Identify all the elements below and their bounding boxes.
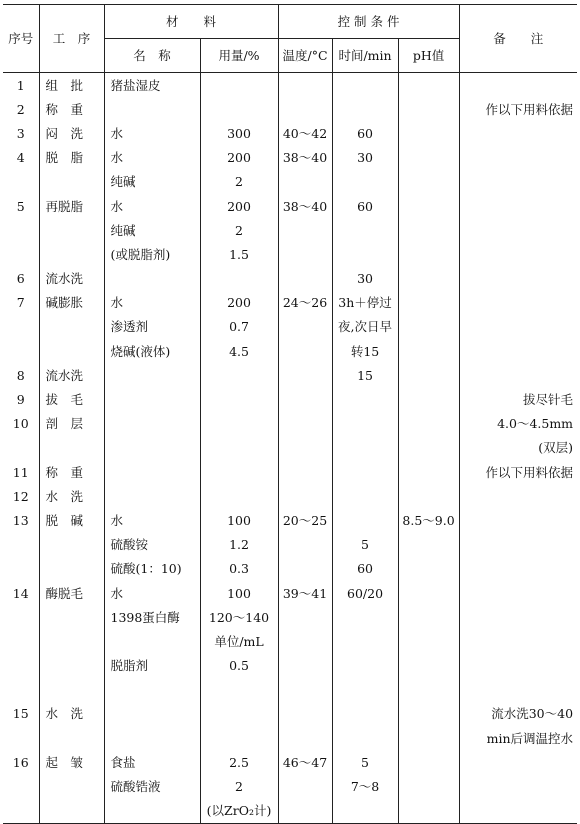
table-row [3,702,577,726]
cell-ph [398,629,459,653]
table-row [3,267,577,291]
cell-time [332,654,398,678]
header-process: 工 序 [39,5,104,73]
cell-material-name: 硫酸锆液 [104,774,200,798]
table-row [3,460,577,484]
header-name: 名 称 [104,39,200,73]
cell-amount: 2 [200,170,278,194]
cell-amount: 2 [200,218,278,242]
cell-ph [398,339,459,363]
cell-time [332,484,398,508]
cell-time [332,170,398,194]
cell-ph [398,799,459,824]
cell-material-name: 1398蛋白酶 [104,605,200,629]
cell-time [332,218,398,242]
cell-seq: 16 [12,754,29,770]
cell-ph [398,291,459,315]
cell-remark [459,291,577,315]
cell-amount [200,267,278,291]
cell-process [39,315,104,339]
cell-remark [459,218,577,242]
cell-material-name: 水 [104,194,200,218]
cell-time [332,508,398,532]
cell-temperature [278,218,332,242]
cell-time: 15 [332,363,398,387]
cell-remark [459,799,577,824]
cell-ph [398,170,459,194]
header-conditions: 控 制 条 件 [278,5,459,39]
cell-seq [3,533,39,557]
cell-remark [459,654,577,678]
cell-temperature [278,678,332,702]
cell-time [332,73,398,98]
cell-temperature [278,799,332,824]
cell-process: 起 皱 [39,750,104,774]
cell-seq [3,799,39,824]
cell-ph [398,726,459,750]
cell-seq: 12 [12,488,29,504]
cell-temperature [278,363,332,387]
table-row [3,605,577,629]
cell-seq [3,629,39,653]
cell-process: 再脱脂 [39,194,104,218]
cell-process [39,629,104,653]
cell-amount: 300 [200,121,278,145]
cell-time: 30 [332,267,398,291]
cell-material-name: 水 [104,291,200,315]
cell-amount: 0.3 [200,557,278,581]
cell-material-name: 水 [104,121,200,145]
cell-temperature [278,702,332,726]
cell-remark: 4.0～4.5mm [459,412,577,436]
cell-amount [200,387,278,411]
cell-temperature [278,460,332,484]
cell-temperature: 38～40 [278,194,332,218]
cell-material-name: 渗透剂 [104,315,200,339]
cell-time [332,799,398,824]
cell-temperature [278,412,332,436]
cell-remark [459,533,577,557]
table-row [3,73,577,98]
cell-material-name: 纯碱 [104,170,200,194]
cell-remark: 作以下用料依据 [459,460,577,484]
cell-seq: 10 [12,416,29,432]
table-row [3,799,577,824]
cell-ph [398,484,459,508]
table-row [3,678,577,702]
cell-seq: 15 [12,706,29,722]
cell-ph [398,73,459,98]
cell-material-name: 水 [104,581,200,605]
cell-seq: 13 [12,512,29,528]
cell-process: 脱 碱 [39,508,104,532]
cell-seq: 14 [12,585,29,601]
cell-time [332,702,398,726]
cell-material-name [104,678,200,702]
cell-material-name [104,799,200,824]
cell-material-name [104,363,200,387]
header-materials: 材 料 [104,5,278,39]
cell-seq [3,605,39,629]
cell-material-name: 水 [104,146,200,170]
cell-process [39,605,104,629]
cell-material-name: (或脱脂剂) [104,242,200,266]
cell-ph [398,121,459,145]
table-row [3,387,577,411]
cell-seq: 11 [12,464,29,480]
cell-remark [459,605,577,629]
cell-temperature [278,533,332,557]
cell-ph [398,146,459,170]
cell-remark [459,629,577,653]
header-time: 时间/min [332,39,398,73]
cell-process [39,436,104,460]
cell-material-name [104,460,200,484]
cell-remark [459,170,577,194]
cell-seq [3,218,39,242]
table-row [3,146,577,170]
table-row [3,533,577,557]
cell-ph [398,581,459,605]
cell-material-name [104,726,200,750]
cell-material-name: 纯碱 [104,218,200,242]
cell-ph: 8.5～9.0 [398,508,459,532]
cell-seq: 5 [16,198,25,214]
cell-material-name [104,702,200,726]
cell-amount: 2 [200,774,278,798]
table-row [3,436,577,460]
cell-process [39,218,104,242]
table-row [3,194,577,218]
cell-temperature [278,267,332,291]
table-body [3,73,577,824]
cell-time: 7～8 [332,774,398,798]
cell-process [39,799,104,824]
cell-amount [200,702,278,726]
cell-ph [398,315,459,339]
cell-seq [3,242,39,266]
cell-process [39,726,104,750]
cell-amount: 2.5 [200,750,278,774]
cell-ph [398,533,459,557]
cell-process: 流水洗 [39,363,104,387]
cell-ph [398,97,459,121]
cell-seq [3,339,39,363]
cell-remark [459,484,577,508]
cell-time: 60 [332,194,398,218]
cell-temperature [278,605,332,629]
cell-process: 拔 毛 [39,387,104,411]
table-row [3,291,577,315]
cell-ph [398,702,459,726]
cell-remark: (双层) [459,436,577,460]
cell-ph [398,460,459,484]
cell-material-name: 硫酸铵 [104,533,200,557]
cell-process [39,774,104,798]
cell-amount [200,436,278,460]
cell-amount: 单位/mL [200,629,278,653]
cell-temperature: 38～40 [278,146,332,170]
cell-ph [398,605,459,629]
cell-seq: 3 [16,125,25,141]
cell-remark [459,339,577,363]
table-row [3,750,577,774]
cell-temperature [278,557,332,581]
cell-temperature: 24～26 [278,291,332,315]
cell-remark [459,194,577,218]
cell-time: 60/20 [332,581,398,605]
cell-remark [459,146,577,170]
cell-ph [398,363,459,387]
cell-amount [200,726,278,750]
cell-amount [200,363,278,387]
cell-amount [200,412,278,436]
cell-remark [459,267,577,291]
cell-amount [200,73,278,98]
cell-temperature [278,654,332,678]
cell-time [332,387,398,411]
cell-time [332,242,398,266]
cell-temperature [278,387,332,411]
table-row [3,121,577,145]
cell-time: 5 [332,533,398,557]
cell-remark [459,508,577,532]
cell-process [39,170,104,194]
table-row [3,581,577,605]
cell-ph [398,267,459,291]
cell-remark: 作以下用料依据 [459,97,577,121]
cell-amount [200,678,278,702]
cell-amount: 1.2 [200,533,278,557]
table-row [3,726,577,750]
cell-process: 流水洗 [39,267,104,291]
table-row [3,508,577,532]
cell-amount [200,484,278,508]
cell-seq [3,774,39,798]
cell-time [332,605,398,629]
cell-process: 剖 层 [39,412,104,436]
cell-ph [398,412,459,436]
cell-amount: 200 [200,146,278,170]
cell-material-name [104,97,200,121]
cell-remark: 拔尽针毛 [459,387,577,411]
cell-seq [3,557,39,581]
cell-time [332,726,398,750]
table-row [3,412,577,436]
cell-seq [3,436,39,460]
cell-amount: 1.5 [200,242,278,266]
cell-process: 水 洗 [39,484,104,508]
header-ph: pH值 [398,39,459,73]
cell-temperature [278,242,332,266]
cell-remark [459,678,577,702]
header-temperature: 温度/°C [278,39,332,73]
cell-process [39,533,104,557]
cell-ph [398,678,459,702]
cell-temperature [278,774,332,798]
table-row [3,774,577,798]
table-row [3,363,577,387]
cell-amount: 4.5 [200,339,278,363]
cell-amount: (以ZrO₂计) [200,799,278,824]
cell-time [332,460,398,484]
cell-temperature [278,484,332,508]
cell-process: 水 洗 [39,702,104,726]
cell-ph [398,750,459,774]
cell-material-name [104,436,200,460]
cell-temperature: 39～41 [278,581,332,605]
cell-temperature [278,170,332,194]
cell-process [39,557,104,581]
cell-seq [3,678,39,702]
cell-material-name [104,267,200,291]
cell-time [332,678,398,702]
cell-temperature [278,629,332,653]
cell-time: 3h＋停过 [332,291,398,315]
table-row [3,242,577,266]
cell-process: 称 重 [39,97,104,121]
cell-process [39,339,104,363]
cell-remark [459,557,577,581]
table-row [3,484,577,508]
cell-seq [3,726,39,750]
cell-seq [3,170,39,194]
cell-ph [398,557,459,581]
cell-material-name: 食盐 [104,750,200,774]
table-row [3,170,577,194]
cell-seq [3,654,39,678]
cell-material-name: 烧碱(液体) [104,339,200,363]
cell-ph [398,242,459,266]
cell-temperature [278,726,332,750]
cell-seq [3,315,39,339]
cell-time [332,412,398,436]
cell-material-name [104,412,200,436]
cell-remark [459,774,577,798]
cell-temperature [278,315,332,339]
cell-temperature [278,436,332,460]
cell-amount [200,460,278,484]
cell-time [332,629,398,653]
cell-remark [459,581,577,605]
table-row [3,557,577,581]
cell-material-name [104,387,200,411]
cell-material-name: 猪盐湿皮 [104,73,200,98]
header-seq: 序号 [3,5,39,73]
table-row [3,339,577,363]
table-row [3,654,577,678]
cell-amount: 0.5 [200,654,278,678]
cell-seq: 9 [16,392,25,408]
cell-remark [459,73,577,98]
cell-seq: 1 [16,77,25,93]
cell-temperature [278,97,332,121]
table-row [3,629,577,653]
cell-ph [398,654,459,678]
cell-seq: 7 [16,295,25,311]
cell-remark [459,363,577,387]
cell-process [39,654,104,678]
cell-remark [459,242,577,266]
cell-amount: 200 [200,194,278,218]
cell-time: 60 [332,557,398,581]
cell-process: 酶脱毛 [39,581,104,605]
cell-remark [459,121,577,145]
cell-remark [459,315,577,339]
cell-amount: 120～140 [200,605,278,629]
cell-seq: 6 [16,271,25,287]
cell-material-name [104,629,200,653]
cell-temperature: 40～42 [278,121,332,145]
cell-ph [398,436,459,460]
cell-time [332,97,398,121]
cell-time: 30 [332,146,398,170]
cell-time: 5 [332,750,398,774]
cell-ph [398,194,459,218]
cell-amount [200,97,278,121]
cell-temperature [278,339,332,363]
cell-remark: 流水洗30～40 [459,702,577,726]
cell-material-name [104,484,200,508]
cell-process [39,678,104,702]
cell-time [332,436,398,460]
cell-process [39,242,104,266]
cell-material-name: 脱脂剂 [104,654,200,678]
table-row [3,97,577,121]
cell-process: 碱膨胀 [39,291,104,315]
cell-ph [398,774,459,798]
cell-seq: 8 [16,367,25,383]
table-row [3,315,577,339]
cell-process: 闷 洗 [39,121,104,145]
cell-temperature [278,73,332,98]
cell-amount: 100 [200,508,278,532]
cell-amount: 0.7 [200,315,278,339]
cell-ph [398,218,459,242]
cell-temperature: 46～47 [278,750,332,774]
header-amount: 用量/% [200,39,278,73]
cell-seq: 2 [16,101,25,117]
header-remarks: 备 注 [459,5,577,73]
cell-remark [459,750,577,774]
cell-time: 转15 [332,339,398,363]
cell-time: 夜,次日早 [332,315,398,339]
cell-temperature: 20～25 [278,508,332,532]
cell-ph [398,387,459,411]
cell-amount: 200 [200,291,278,315]
table-row [3,218,577,242]
cell-seq: 4 [16,150,25,166]
cell-process: 组 批 [39,73,104,98]
cell-material-name: 硫酸(1：10) [104,557,200,581]
cell-process: 称 重 [39,460,104,484]
cell-time: 60 [332,121,398,145]
process-table [3,4,577,824]
cell-process: 脱 脂 [39,146,104,170]
cell-remark: min后调温控水 [459,726,577,750]
cell-amount: 100 [200,581,278,605]
cell-material-name: 水 [104,508,200,532]
